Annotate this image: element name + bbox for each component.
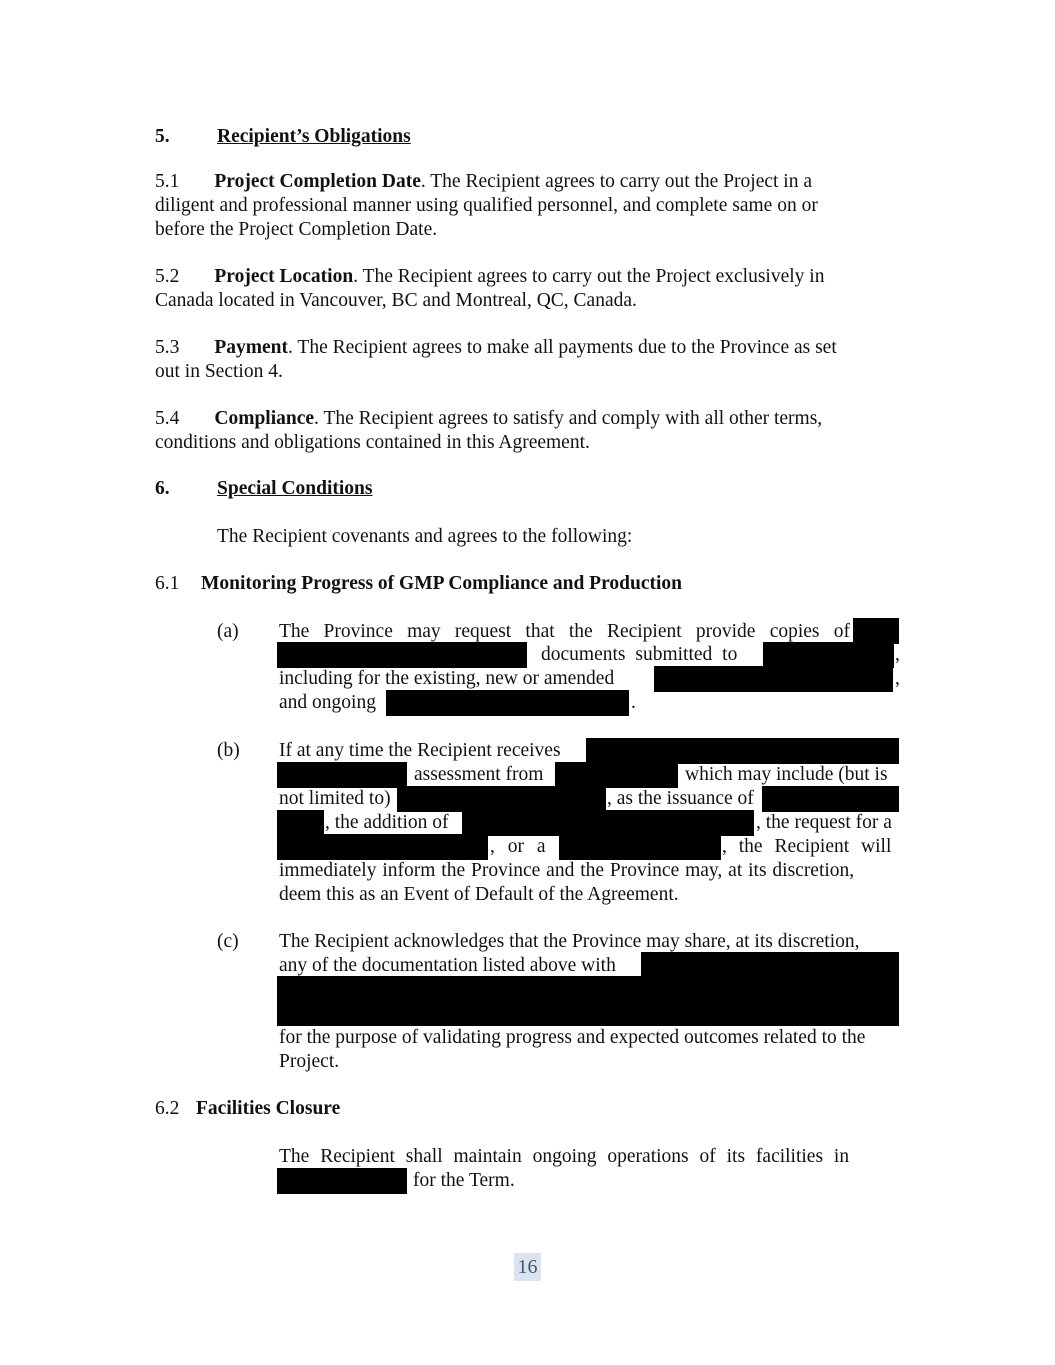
clause-5-4-title: Compliance <box>214 408 315 429</box>
item-c-line-1: The Recipient acknowledges that the Province may share, at its discretion, <box>279 931 860 952</box>
redaction-box <box>277 810 324 836</box>
word: that <box>525 621 555 642</box>
item-b-line-1: If at any time the Recipient receives <box>279 740 561 761</box>
redaction-box <box>559 834 721 860</box>
redaction-box <box>462 810 754 836</box>
clause-5-1-title: Project Completion Date <box>214 171 421 192</box>
word: of <box>833 621 850 642</box>
section-6-heading: Special Conditions <box>217 478 373 499</box>
item-c-line-2: any of the documentation listed above with <box>279 955 616 976</box>
clause-5-2-title: Project Location <box>214 266 354 287</box>
redaction-box <box>762 786 899 812</box>
item-a-line-1 <box>279 620 850 644</box>
clause-5-3: 5.3 Payment. The Recipient agrees to make all payments due to the Province as set <box>155 337 837 358</box>
section-5-number: 5. <box>155 126 170 147</box>
clause-5-2: 5.2 Project Location. The Recipient agrees to carry out the Project exclusively in <box>155 266 825 287</box>
redaction-box <box>277 834 488 860</box>
item-c-line-3: for the purpose of validating progress and expected outcomes related to the <box>279 1027 866 1048</box>
clause-5-1-line-2: diligent and professional manner using qualified personnel, and complete same on or <box>155 195 818 216</box>
word: The <box>279 621 310 642</box>
item-b-line-4a: , the addition of <box>325 812 449 833</box>
clause-5-4-line-2: conditions and obligations contained in this Agreement. <box>155 432 590 453</box>
clause-5-1-line-3: before the Project Completion Date. <box>155 219 438 240</box>
item-a-line-2-end: , <box>895 644 900 665</box>
redaction-box <box>853 618 899 644</box>
clause-6-1-title: Monitoring Progress of GMP Compliance and Production <box>201 573 682 594</box>
redaction-box <box>277 762 407 788</box>
clause-6-2-line-2: for the Term. <box>413 1170 515 1191</box>
item-a-line-4-end: . <box>631 692 636 713</box>
redaction-box <box>277 642 527 668</box>
item-a-label: (a) <box>217 621 239 642</box>
clause-5-2-line-2: Canada located in Vancouver, BC and Montreal, QC, Canada. <box>155 290 637 311</box>
item-b-line-3b: , as the issuance of <box>607 788 754 809</box>
section-5-heading: Recipient’s Obligations <box>217 126 411 147</box>
item-c-line-4: Project. <box>279 1051 340 1072</box>
word: request <box>454 621 512 642</box>
clause-5-3-title: Payment <box>214 337 289 358</box>
item-b-line-2b: which may include (but is <box>685 764 888 785</box>
section-6-number: 6. <box>155 478 170 499</box>
redaction-box <box>763 642 894 668</box>
word: may <box>407 621 441 642</box>
page-number: 16 <box>514 1253 541 1281</box>
word: copies <box>769 621 820 642</box>
word: the <box>568 621 593 642</box>
item-b-line-5b: , the Recipient will <box>722 836 892 857</box>
word: Province <box>323 621 393 642</box>
redaction-box <box>555 762 678 788</box>
item-a-line-4: and ongoing <box>279 692 376 713</box>
clause-6-2-title: Facilities Closure <box>196 1098 341 1119</box>
redaction-box <box>654 666 893 692</box>
section-6-intro: The Recipient covenants and agrees to the following: <box>217 526 633 547</box>
redaction-box <box>277 1168 407 1194</box>
item-a-line-3-end: , <box>895 668 900 689</box>
redaction-box <box>386 690 629 716</box>
item-b-line-4b: , the request for a <box>756 812 892 833</box>
clause-6-1-number: 6.1 <box>155 573 180 594</box>
item-b-line-3a: not limited to) <box>279 788 391 809</box>
clause-6-2-line-1: The Recipient shall maintain ongoing operations of its facilities in <box>279 1146 850 1167</box>
redaction-box <box>397 786 606 812</box>
item-c-label: (c) <box>217 931 239 952</box>
clause-5-1: 5.1 Project Completion Date. The Recipient agrees to carry out the Project in a <box>155 171 812 192</box>
item-b-label: (b) <box>217 740 240 761</box>
clause-5-3-line-2: out in Section 4. <box>155 361 283 382</box>
item-b-line-2a: assessment from <box>414 764 544 785</box>
redaction-box <box>586 738 899 764</box>
item-b-line-5a: , or a <box>490 836 546 857</box>
word: provide <box>695 621 756 642</box>
redaction-box <box>277 976 899 1026</box>
item-b-line-7: deem this as an Event of Default of the Agreement. <box>279 884 679 905</box>
redaction-box <box>641 952 899 978</box>
word: Recipient <box>606 621 682 642</box>
item-a-line-3: including for the existing, new or amended <box>279 668 615 689</box>
item-b-line-6: immediately inform the Province and the Province may, at its discretion, <box>279 860 855 881</box>
clause-6-2-number: 6.2 <box>155 1098 180 1119</box>
item-a-line-2: documents submitted to <box>541 644 738 665</box>
clause-5-4: 5.4 Compliance. The Recipient agrees to satisfy and comply with all other terms, <box>155 408 823 429</box>
